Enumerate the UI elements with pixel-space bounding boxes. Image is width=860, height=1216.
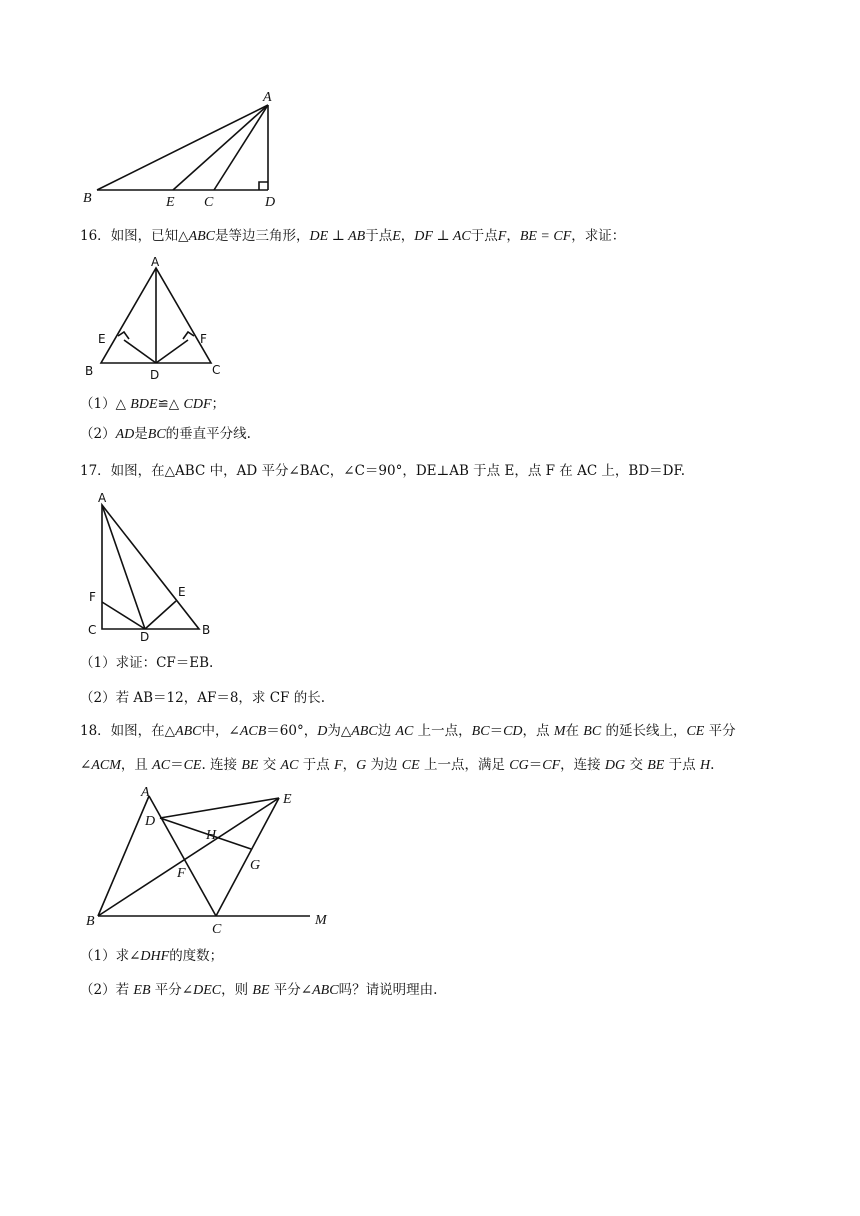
label-a: A — [98, 491, 107, 505]
segment-ab — [97, 105, 268, 190]
label-b: B — [86, 914, 95, 929]
q16-part2: （2）AD是BC的垂直平分线. — [80, 426, 251, 442]
label-b: B — [202, 623, 211, 637]
label-g: G — [250, 858, 261, 873]
q18-stem-line1: 18．如图，在△ABC中，∠ACB＝60°，D为△ABC边 AC 上一点，BC＝CD，点 M在 BC 的延长线上，CE 平分 — [80, 723, 736, 739]
right-angle-mark-f — [183, 332, 194, 339]
q18-stem-line2: ∠ACM，且 AC＝CE. 连接 BE 交 AC 于点 F，G 为边 CE 上一点，满足 CG＝CF，连接 DG 交 BE 于点 H. — [80, 757, 715, 773]
q16-part1: （1）△ BDE≌△ CDF； — [80, 396, 225, 412]
q17-part2: （2）若 AB＝12，AF＝8，求 CF 的长. — [80, 690, 326, 706]
segment-fd — [102, 602, 145, 629]
figure-q17 — [80, 485, 220, 645]
label-c: C — [212, 922, 222, 937]
figure-q18-svg — [80, 780, 340, 940]
figure-q16-svg — [80, 250, 240, 380]
label-m: M — [315, 913, 327, 928]
figure-q18 — [80, 780, 340, 940]
label-c: C — [88, 623, 97, 637]
q17-stem: 17．如图，在△ABC 中，AD 平分∠BAC，∠C＝90°，DE⊥AB 于点 E，点 F 在 AC 上，BD＝DF. — [80, 463, 686, 479]
q18-part2: （2）若 EB 平分∠DEC，则 BE 平分∠ABC吗？请说明理由. — [80, 982, 438, 998]
label-e: E — [98, 332, 106, 346]
segment-be — [98, 798, 279, 916]
segment-ae — [173, 105, 268, 190]
figure-q16 — [80, 250, 240, 380]
q17-part1: （1）求证：CF＝EB. — [80, 655, 214, 671]
right-angle-mark-e — [118, 332, 129, 339]
label-d: D — [140, 630, 150, 644]
label-e: E — [283, 792, 292, 807]
label-d: D — [145, 814, 156, 829]
label-a: A — [263, 90, 272, 105]
q18-part1: （1）求∠DHF的度数； — [80, 948, 224, 964]
label-f: F — [89, 590, 96, 604]
q16-stem: 16．如图，已知△ABC是等边三角形，DE ⊥ AB于点E，DF ⊥ AC于点F，BE = CF，求证： — [80, 228, 626, 244]
segment-de — [160, 798, 279, 818]
label-b: B — [83, 191, 92, 206]
label-c: C — [204, 195, 214, 210]
segment-ba — [98, 796, 149, 916]
label-e: E — [166, 195, 175, 210]
segment-de — [145, 601, 176, 629]
label-a: A — [151, 255, 160, 269]
label-c: C — [212, 363, 221, 377]
segment-de — [124, 340, 156, 363]
label-b: B — [85, 364, 94, 378]
right-angle-mark — [259, 182, 268, 190]
figure-q15 — [80, 88, 290, 213]
segment-ad — [102, 505, 145, 629]
segment-df — [156, 340, 188, 363]
figure-q17-svg — [80, 485, 220, 645]
label-a: A — [141, 785, 150, 800]
segment-ce — [216, 798, 279, 916]
label-d: D — [150, 368, 160, 382]
label-h: H — [206, 828, 217, 843]
label-d: D — [265, 195, 276, 210]
label-f: F — [200, 332, 207, 346]
figure-q15-svg — [80, 88, 290, 213]
label-f: F — [177, 866, 186, 881]
label-e: E — [178, 585, 186, 599]
